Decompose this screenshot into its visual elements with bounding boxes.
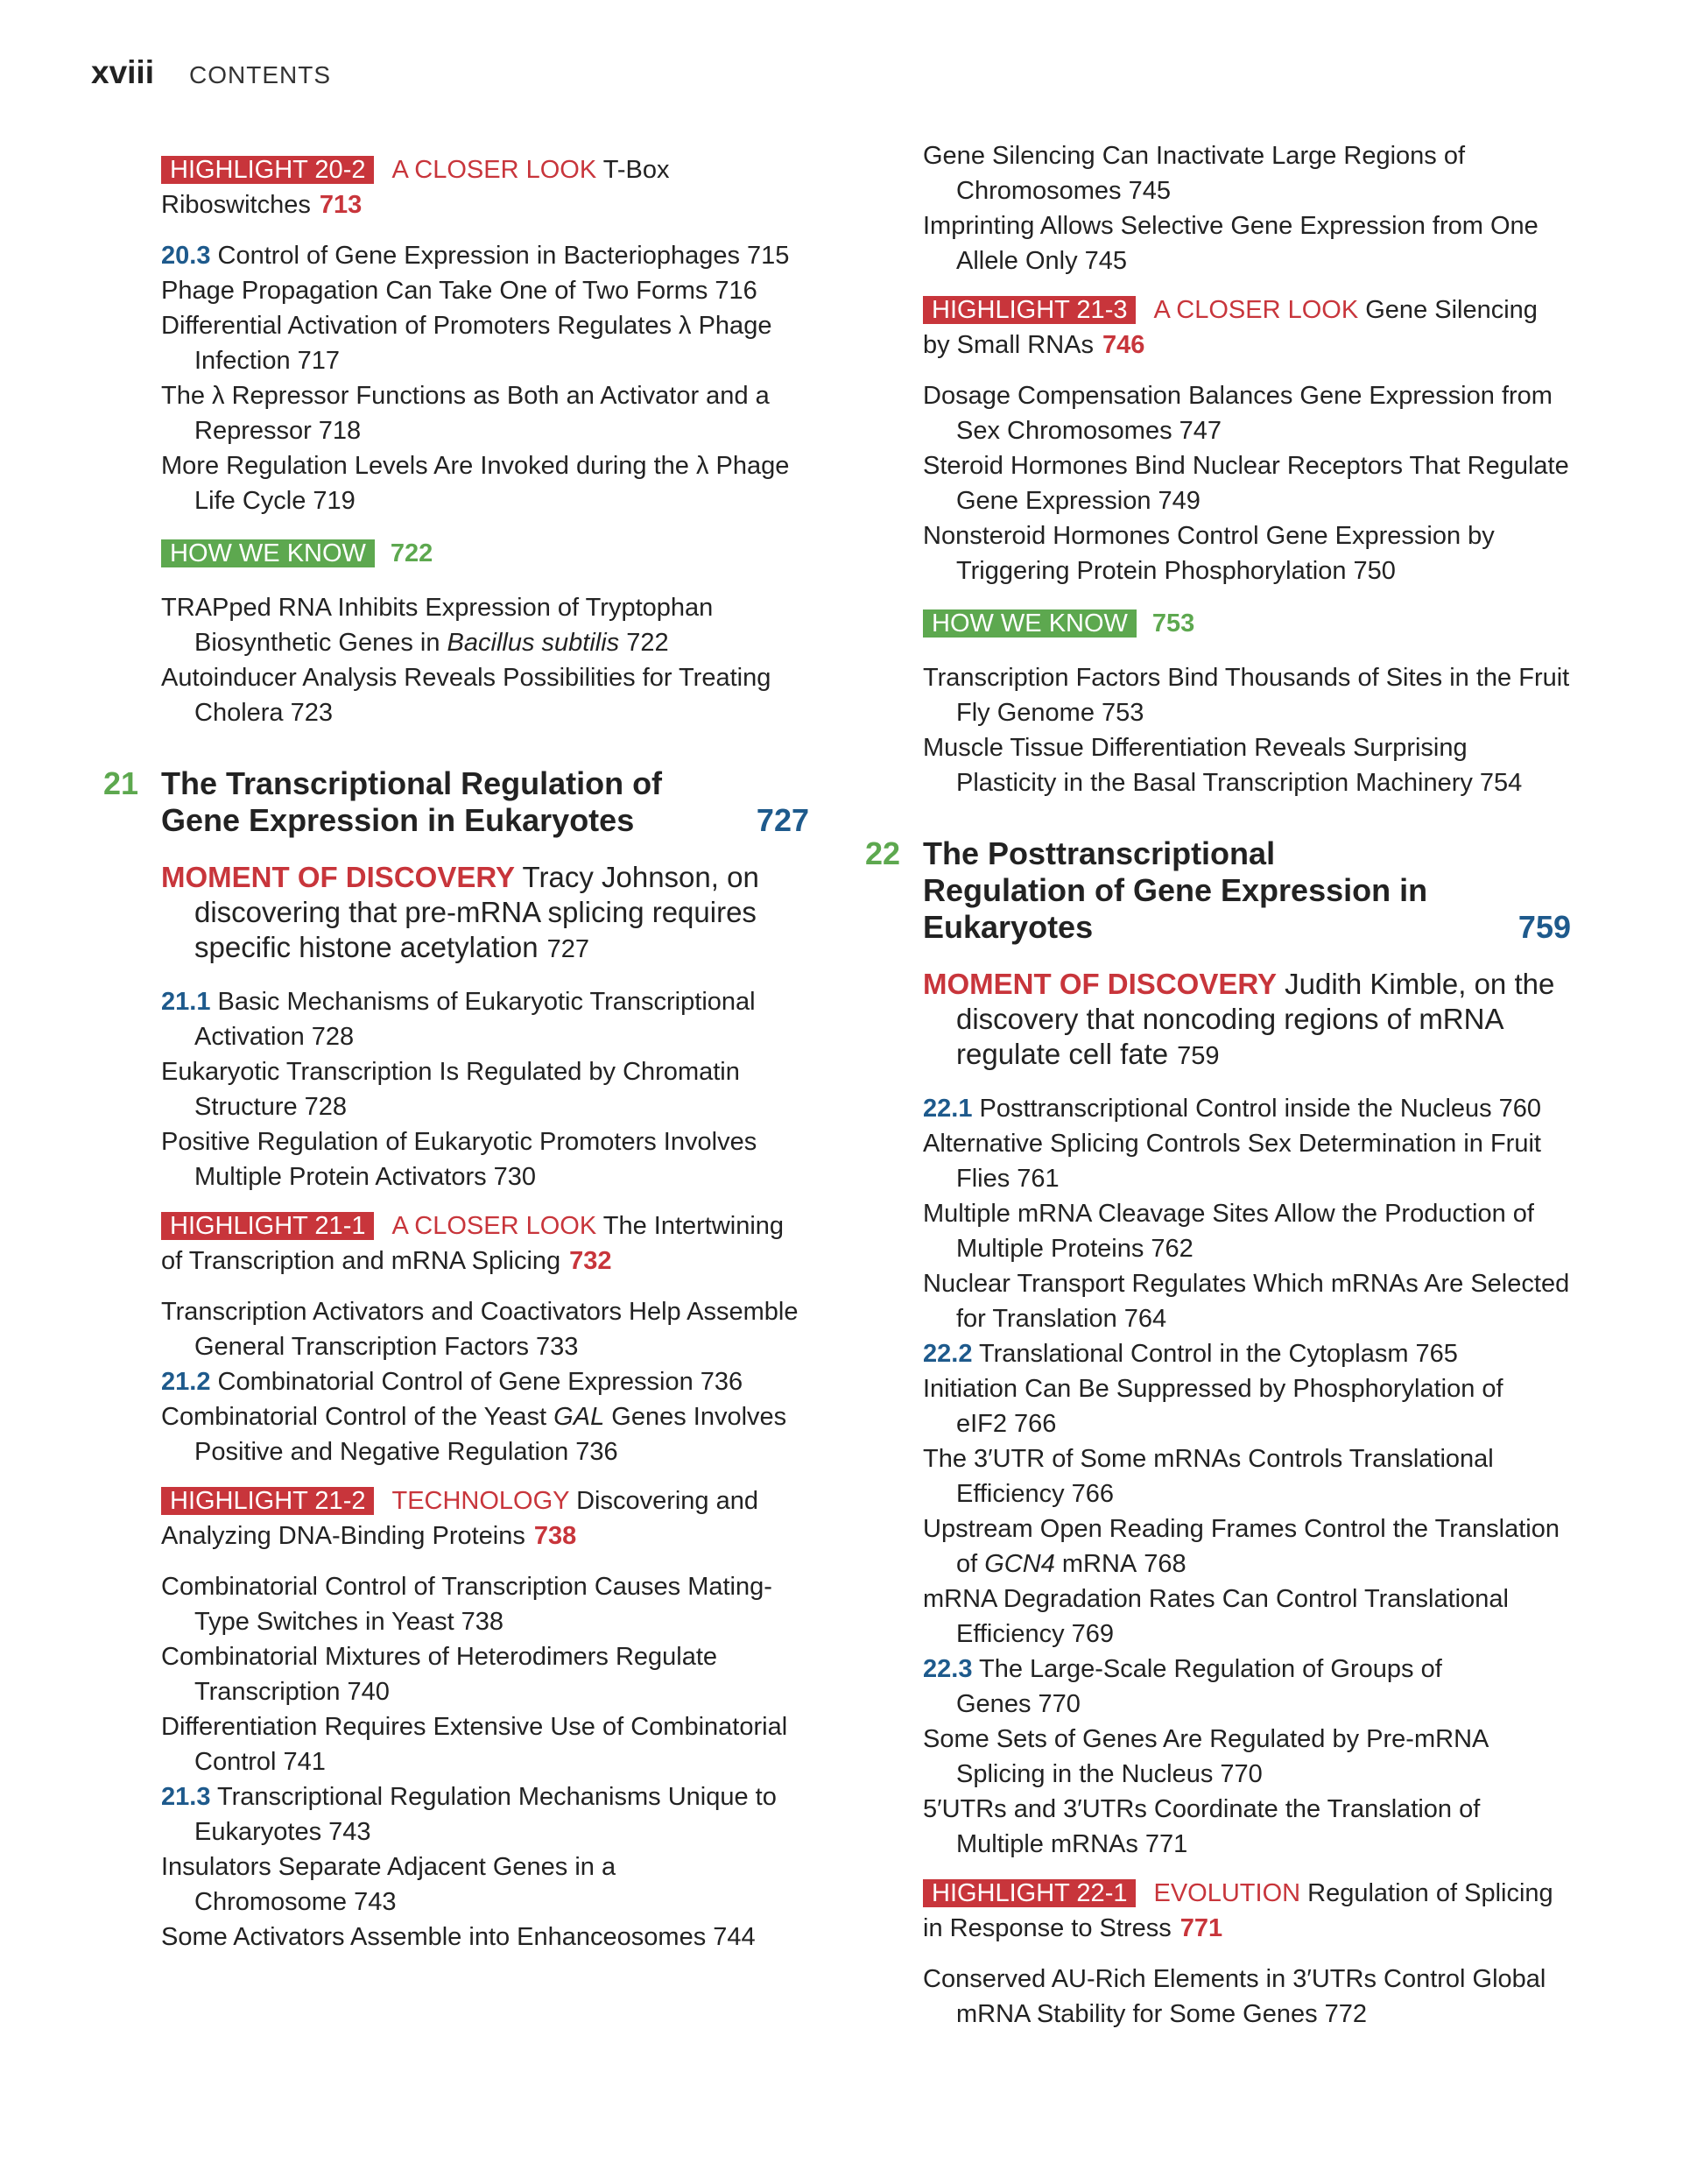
section-22-3[interactable] <box>923 1652 1571 1722</box>
page-ref: 770 <box>1220 1760 1263 1788</box>
section-number: 22.1 <box>923 1095 973 1123</box>
chapter-22[interactable] <box>865 835 1571 946</box>
chapter-number: 21 <box>103 765 139 801</box>
moment-text: Judith Kimble, on the discovery that noncoding regions of mRNA regulate cell fate <box>956 968 1555 1070</box>
page-header <box>91 54 331 91</box>
entry-title: Initiation Can Be Suppressed by Phosphorylation of eIF2 <box>923 1375 1503 1438</box>
page-ref: 741 <box>283 1748 326 1776</box>
entry-title: Gene Silencing Can Inactivate Large Regions of Chromosomes <box>923 142 1466 205</box>
entry-title: Transcription Activators and Coactivators Help Assemble General Transcription Factors <box>161 1298 799 1361</box>
how-we-know-20[interactable] <box>161 536 809 571</box>
section-21-2[interactable] <box>161 1364 809 1399</box>
toc-entry[interactable] <box>923 448 1571 518</box>
entry-title: Transcription Factors Bind Thousands of Sites in the Fruit Fly Genome <box>923 664 1570 727</box>
how-we-know-tag: HOW WE KNOW <box>161 539 375 567</box>
toc-entry[interactable] <box>161 660 809 730</box>
entry-title: Phage Propagation Can Take One of Two Forms <box>161 277 708 305</box>
entry-title: Differential Activation of Promoters Regulates λ Phage Infection <box>161 312 772 375</box>
entry-title: Steroid Hormones Bind Nuclear Receptors That Regulate Gene Expression <box>923 452 1569 515</box>
running-title: CONTENTS <box>189 61 331 88</box>
section-number: 21.2 <box>161 1368 211 1396</box>
section-22-2[interactable] <box>923 1336 1571 1371</box>
entry-title-italic: Bacillus subtilis <box>447 629 620 657</box>
highlight-title: Discovering and Analyzing DNA-Binding Proteins <box>161 1487 759 1550</box>
moment-of-discovery-21[interactable] <box>161 860 809 967</box>
entry-title: Dosage Compensation Balances Gene Expression from Sex Chromosomes <box>923 382 1553 445</box>
toc-entry[interactable] <box>161 273 809 308</box>
page-ref: 743 <box>328 1818 371 1846</box>
toc-entry[interactable] <box>923 378 1571 448</box>
entry-title: Muscle Tissue Differentiation Reveals Surprising Plasticity in the Basal Transcription Machinery <box>923 734 1473 797</box>
entry-title: The 3′UTR of Some mRNAs Controls Translational Efficiency <box>923 1445 1494 1508</box>
entry-title-rest: Genes Involves Positive and Negative Regulation <box>194 1403 787 1466</box>
page-ref: 762 <box>1151 1235 1194 1263</box>
section-number: 22.3 <box>923 1655 973 1683</box>
toc-entry[interactable] <box>923 138 1571 208</box>
section-number: 21.3 <box>161 1783 211 1811</box>
moment-of-discovery-22[interactable] <box>923 967 1571 1074</box>
page-ref: 761 <box>1017 1165 1060 1193</box>
highlight-21-3[interactable] <box>923 292 1571 363</box>
highlight-tag: HIGHLIGHT 22-1 <box>923 1879 1136 1907</box>
entry-title: Some Sets of Genes Are Regulated by Pre-mRNA Splicing in the Nucleus <box>923 1725 1488 1788</box>
page-ref: 745 <box>1084 247 1128 275</box>
highlight-title: Gene Silencing by Small RNAs <box>923 296 1538 359</box>
entry-title: Combinatorial Control of Transcription Causes Mating-Type Switches in Yeast <box>161 1573 772 1636</box>
entry-title: Alternative Splicing Controls Sex Determination in Fruit Flies <box>923 1130 1541 1193</box>
highlight-tag: HIGHLIGHT 21-3 <box>923 296 1136 324</box>
toc-entry[interactable] <box>923 1441 1571 1511</box>
section-title: Combinatorial Control of Gene Expression <box>217 1368 694 1396</box>
highlight-tag: HIGHLIGHT 21-1 <box>161 1212 374 1240</box>
page-ref: 728 <box>311 1023 355 1051</box>
section-21-1[interactable] <box>161 984 809 1054</box>
toc-entry[interactable] <box>161 448 809 518</box>
page-ref: 759 <box>1177 1042 1220 1070</box>
page-ref: 770 <box>1038 1690 1081 1718</box>
toc-entry[interactable] <box>923 1722 1571 1792</box>
section-title: The Large-Scale Regulation of Groups of Genes <box>956 1655 1442 1718</box>
page-ref: 736 <box>575 1438 618 1466</box>
page-ref: 772 <box>1324 2000 1367 2028</box>
page-ref: 717 <box>297 347 341 375</box>
page-ref: 727 <box>546 935 589 963</box>
page-ref: 754 <box>1479 769 1523 797</box>
page-ref: 760 <box>1498 1095 1542 1123</box>
highlight-20-2[interactable] <box>161 152 809 222</box>
page-ref: 744 <box>713 1923 756 1951</box>
highlight-kind: A CLOSER LOOK <box>391 156 597 184</box>
page-ref: 730 <box>493 1163 537 1191</box>
section-20-3[interactable] <box>161 238 809 273</box>
toc-entry[interactable] <box>161 1639 809 1709</box>
entry-title: Insulators Separate Adjacent Genes in a Chromosome <box>161 1853 616 1916</box>
toc-entry[interactable] <box>161 308 809 378</box>
toc-entry[interactable] <box>161 1569 809 1639</box>
entry-title: 5′UTRs and 3′UTRs Coordinate the Translation of Multiple mRNAs <box>923 1795 1481 1858</box>
page-ref: 750 <box>1353 557 1396 585</box>
chapter-page: 759 <box>1517 909 1571 945</box>
highlight-21-1[interactable] <box>161 1208 809 1279</box>
toc-entry[interactable] <box>923 660 1571 730</box>
page-ref: 745 <box>1128 177 1171 205</box>
entry-title: Differentiation Requires Extensive Use of Combinatorial Control <box>161 1713 788 1776</box>
page-ref: 733 <box>535 1333 579 1361</box>
toc-entry[interactable] <box>161 590 809 660</box>
section-title: Transcriptional Regulation Mechanisms Unique to Eukaryotes <box>194 1783 777 1846</box>
toc-entry[interactable] <box>161 378 809 448</box>
entry-title: Imprinting Allows Selective Gene Expression from One Allele Only <box>923 212 1539 275</box>
page-ref: 747 <box>1179 417 1222 445</box>
entry-title-italic: GAL <box>553 1403 605 1431</box>
toc-entry[interactable] <box>161 1399 809 1469</box>
page-ref: 765 <box>1415 1340 1458 1368</box>
toc-entry[interactable] <box>161 1849 809 1920</box>
page-ref: 723 <box>290 699 333 727</box>
page-ref: 764 <box>1123 1305 1167 1333</box>
highlight-kind: A CLOSER LOOK <box>1153 296 1359 324</box>
page-ref: 766 <box>1071 1480 1114 1508</box>
section-number: 20.3 <box>161 242 211 270</box>
toc-entry[interactable] <box>923 208 1571 278</box>
toc-entry[interactable] <box>923 1266 1571 1336</box>
page-ref: 716 <box>715 277 757 305</box>
toc-entry[interactable] <box>923 1511 1571 1582</box>
toc-entry[interactable] <box>923 1582 1571 1652</box>
highlight-page: 746 <box>1102 331 1145 359</box>
highlight-22-1[interactable] <box>923 1876 1571 1946</box>
highlight-page: 771 <box>1179 1914 1223 1942</box>
section-22-1[interactable] <box>923 1091 1571 1126</box>
entry-title: Some Activators Assemble into Enhanceosomes <box>161 1923 707 1951</box>
page-ref: 769 <box>1071 1620 1114 1648</box>
highlight-tag: HIGHLIGHT 20-2 <box>161 156 374 184</box>
entry-title: TRAPped RNA Inhibits Expression of Tryptophan Biosynthetic Genes in <box>161 594 714 657</box>
page-ref: 743 <box>354 1888 397 1916</box>
highlight-kind: TECHNOLOGY <box>391 1487 569 1515</box>
entry-title: Combinatorial Mixtures of Heterodimers Regulate Transcription <box>161 1643 718 1706</box>
moment-label: MOMENT OF DISCOVERY <box>161 861 515 893</box>
entry-title-rest: mRNA <box>1061 1550 1137 1578</box>
chapter-21[interactable] <box>103 765 809 839</box>
entry-title-italic: GCN4 <box>984 1550 1055 1578</box>
highlight-page: 738 <box>533 1522 577 1550</box>
highlight-page: 732 <box>569 1247 612 1275</box>
entry-title: mRNA Degradation Rates Can Control Translational Efficiency <box>923 1585 1509 1648</box>
page-ref: 722 <box>626 629 669 657</box>
entry-title: Combinatorial Control of the Yeast <box>161 1403 547 1431</box>
how-we-know-page: 753 <box>1151 609 1195 638</box>
page-ref: 738 <box>461 1608 504 1636</box>
chapter-title: The Posttranscriptional Regulation of Gene Expression in Eukaryotes <box>923 835 1428 945</box>
section-number: 21.1 <box>161 988 211 1016</box>
toc-entry[interactable] <box>161 1124 809 1194</box>
highlight-kind: EVOLUTION <box>1153 1879 1301 1907</box>
section-21-3[interactable] <box>161 1779 809 1849</box>
page-ref: 718 <box>318 417 362 445</box>
toc-entry[interactable] <box>923 1196 1571 1266</box>
how-we-know-tag: HOW WE KNOW <box>923 609 1137 638</box>
highlight-tag: HIGHLIGHT 21-2 <box>161 1487 374 1515</box>
page-ref: 771 <box>1144 1830 1188 1858</box>
chapter-page: 727 <box>756 802 809 838</box>
page-ref: 715 <box>746 242 790 270</box>
section-number: 22.2 <box>923 1340 973 1368</box>
entry-title: More Regulation Levels Are Invoked during the λ Phage Life Cycle <box>161 452 790 515</box>
how-we-know-21[interactable] <box>923 606 1571 641</box>
entry-title: The λ Repressor Functions as Both an Activator and a Repressor <box>161 382 770 445</box>
entry-title: Autoinducer Analysis Reveals Possibilities for Treating Cholera <box>161 664 771 727</box>
moment-label: MOMENT OF DISCOVERY <box>923 968 1277 1000</box>
toc-entry[interactable] <box>161 1054 809 1124</box>
page-ref: 740 <box>347 1678 390 1706</box>
page-ref: 749 <box>1158 487 1201 515</box>
page-ref: 728 <box>304 1093 348 1121</box>
toc-entry[interactable] <box>161 1709 809 1779</box>
entry-title: Multiple mRNA Cleavage Sites Allow the Production of Multiple Proteins <box>923 1200 1534 1263</box>
page-number: xviii <box>91 54 154 90</box>
toc-entry[interactable] <box>923 730 1571 800</box>
chapter-title: The Transcriptional Regulation of Gene Expression in Eukaryotes <box>161 765 663 838</box>
highlight-kind: A CLOSER LOOK <box>391 1212 597 1240</box>
section-title: Control of Gene Expression in Bacteriophages <box>217 242 740 270</box>
toc-entry[interactable] <box>161 1294 809 1364</box>
toc-entry[interactable] <box>923 1126 1571 1196</box>
toc-right-column <box>865 138 1571 2032</box>
highlight-page: 713 <box>319 191 363 219</box>
toc-entry[interactable] <box>161 1920 809 1955</box>
entry-title: Conserved AU-Rich Elements in 3′UTRs Control Global mRNA Stability for Some Genes <box>923 1965 1546 2028</box>
page-ref: 766 <box>1014 1410 1057 1438</box>
entry-title: Nuclear Transport Regulates Which mRNAs Are Selected for Translation <box>923 1270 1570 1333</box>
section-title: Basic Mechanisms of Eukaryotic Transcriptional Activation <box>194 988 756 1051</box>
page-ref: 753 <box>1101 699 1144 727</box>
page-ref: 768 <box>1144 1550 1186 1578</box>
how-we-know-page: 722 <box>390 539 433 567</box>
highlight-title: T-Box Riboswitches <box>161 156 670 219</box>
toc-entry[interactable] <box>923 1792 1571 1862</box>
toc-entry[interactable] <box>923 518 1571 588</box>
section-title: Translational Control in the Cytoplasm <box>979 1340 1409 1368</box>
entry-title: Upstream Open Reading Frames Control the Translation of <box>923 1515 1560 1578</box>
chapter-number: 22 <box>865 835 901 871</box>
highlight-title: Regulation of Splicing in Response to Stress <box>923 1879 1553 1942</box>
section-title: Posttranscriptional Control inside the Nucleus <box>979 1095 1492 1123</box>
toc-entry[interactable] <box>923 1371 1571 1441</box>
highlight-21-2[interactable] <box>161 1483 809 1553</box>
moment-text: Tracy Johnson, on discovering that pre-mRNA splicing requires specific histone acetylation <box>194 861 759 963</box>
entry-title: Eukaryotic Transcription Is Regulated by Chromatin Structure <box>161 1058 740 1121</box>
page-ref: 719 <box>313 487 356 515</box>
entry-title: Nonsteroid Hormones Control Gene Expression by Triggering Protein Phosphorylation <box>923 522 1495 585</box>
entry-title: Positive Regulation of Eukaryotic Promoters Involves Multiple Protein Activators <box>161 1128 757 1191</box>
toc-left-column <box>103 138 809 1955</box>
toc-entry[interactable] <box>923 1962 1571 2032</box>
page-ref: 736 <box>700 1368 743 1396</box>
highlight-title: The Intertwining of Transcription and mRNA Splicing <box>161 1212 785 1275</box>
